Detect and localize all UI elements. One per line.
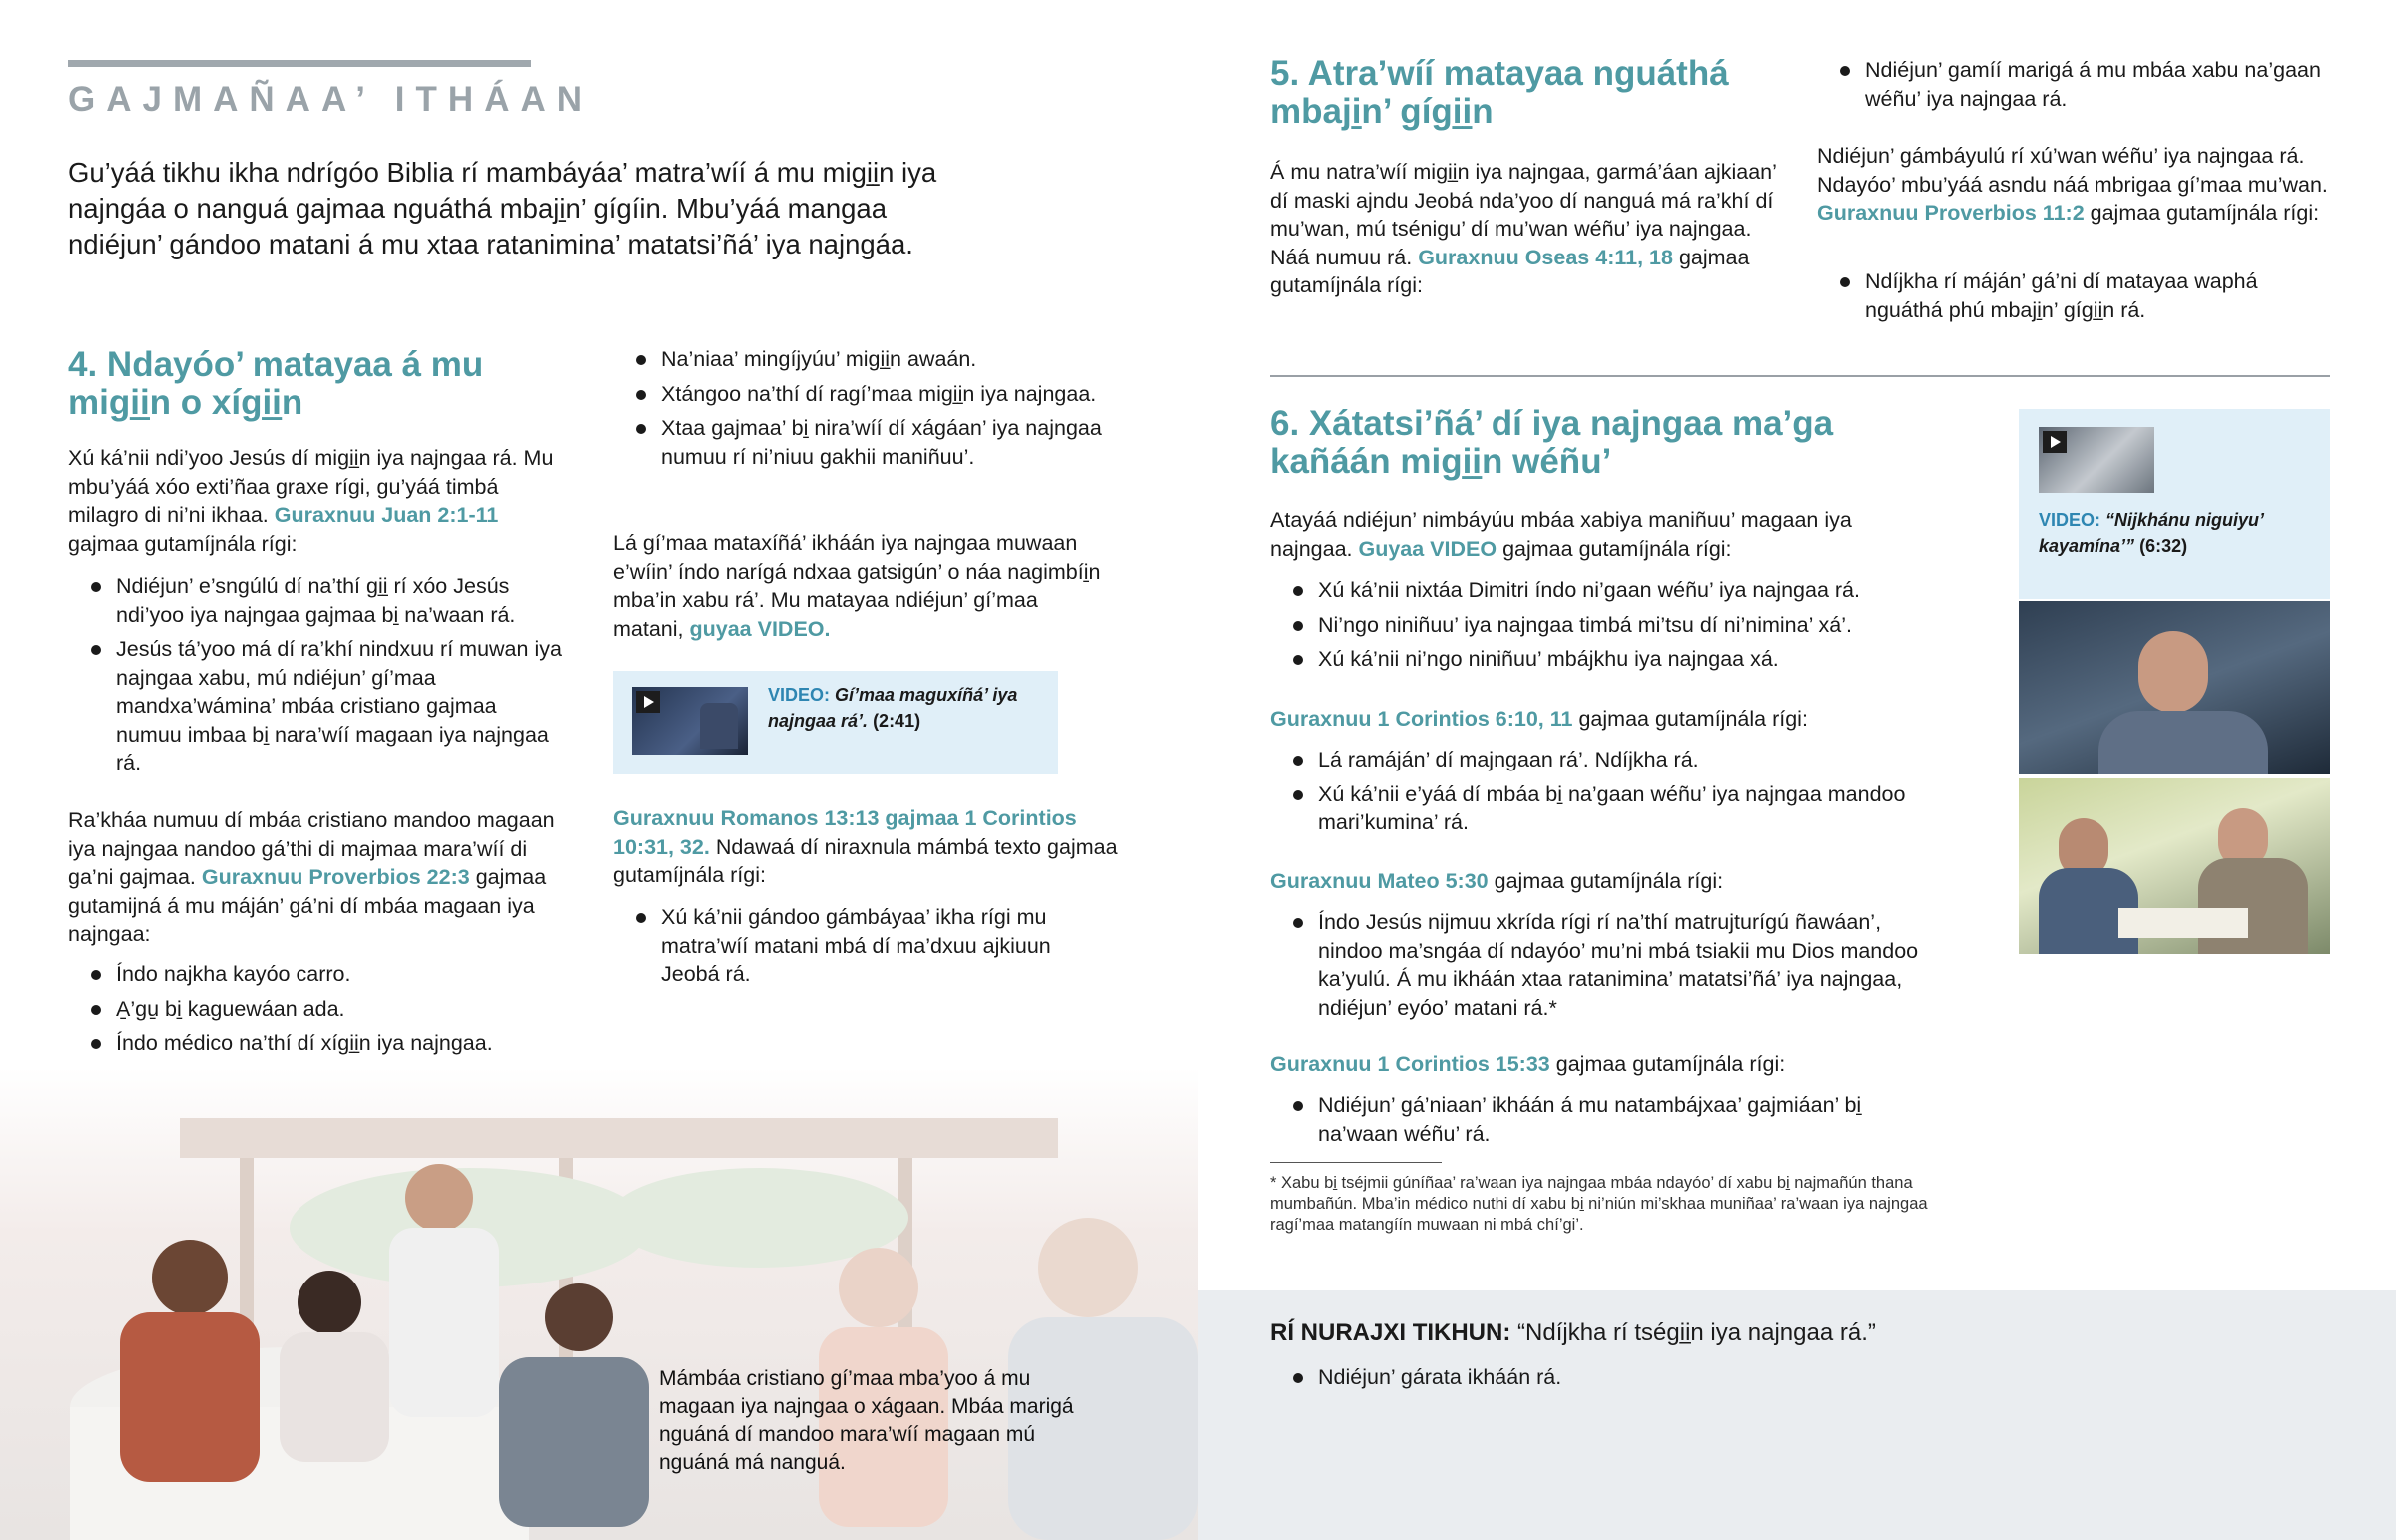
video-link[interactable]: guyaa VIDEO. [689,616,831,641]
list-item: Ndiéjun’ gá’niaan’ ikháán á mu natambájxaa’ gajmiáan’ bi̱ na’waan wéñu’ rá. [1270,1091,1939,1148]
scripture-link[interactable]: Guraxnuu Mateo 5:30 [1270,869,1489,893]
list-item: Xtángoo na’thí dí ragí’maa migi̱i̱n iya najngaa. [613,380,1102,409]
section-4-list-1 [68,572,567,783]
footnote: * Xabu bi̱ tséjmii gúníñaa’ ra’waan iya najngaa mbáa ndayóo’ dí xabu bi̱ najmañún thana mumbañún. Mba’in médico nuthi dí xabu bi̱ ni’niún mi’skhaa muniñaa’ ra’waan iya najngaa ragí’maa matangíín muwaan ni mbá chí’gi’. [1270,1174,1928,1234]
summary-line [1270,1319,2268,1348]
play-icon [2043,431,2067,453]
section-4-heading: 4. Ndayóo’ matayaa á mu migi̱i̱n o xígi̱i̱n [68,345,484,422]
video-link[interactable]: Guyaa VIDEO [1358,536,1498,561]
section-4-paragraph-4: Guraxnuu Romanos 13:13 gajmaa 1 Corintios 10:31, 32. Ndawaá dí niraxnula mámbá texto gajmaa gutamíjnála rígi: [613,806,1118,887]
scripture-link[interactable]: Guraxnuu Proverbios 11:2 [1817,201,2085,225]
shoulders-shape [2098,711,2268,774]
scripture-link[interactable]: Guraxnuu Proverbios 22:3 [201,865,470,889]
section-6-ref-2: Guraxnuu 1 Corintios 6:10, 11 gajmaa gutamíjnála rígi: [1270,707,1808,731]
play-icon [636,691,660,713]
section-4-list-2 [68,960,567,1064]
list-item: Xú ká’nii nixtáa Dimitri índo ni’gaan wéñu’ iya najngaa rá. [1270,576,1959,605]
video-thumbnail[interactable] [2039,427,2154,493]
scripture-link[interactable]: Guraxnuu Oseas 4:11, 18 [1418,245,1673,269]
section-5-paragraph-1: Á mu natra’wíí migi̱i̱n iya najngaa, garmá’áan ajkiaan’ dí maski ajndu Jeobá nda’yoo dí nanguá má ra’khí dí mu’wan, mú tsénigu’ dí mu’wan wéñu’ iya najngaa. Náá numuu rá. Guraxnuu Oseas 4:11, 18 gajmaa gutamíjnála rígi: [1270,160,1777,297]
section-6-list-1 [1270,576,1959,680]
intro-rule [68,60,531,67]
list-item: Xú ká’nii gándoo gámbáyaa’ ikha rígi mu matra’wíí matani mbá dí ma’dxuu ajkiuun Jeobá rá. [613,903,1102,989]
video-caption: VIDEO: “Nijkhánu niguiyu’ kayamína’” (6:32) [2039,510,2264,556]
list-item: Na’niaa’ mingíjyúu’ migi̱i̱n awaán. [613,345,1102,374]
list-item: Índo médico na’thí dí xígi̱i̱n iya najngaa. [68,1029,567,1058]
scripture-link[interactable]: Guraxnuu 1 Corintios 15:33 [1270,1052,1550,1076]
intro-text: Gu’yáá tikhu ikha ndrígóo Biblia rí mambáyáa’ matra’wíí á mu migi̱i̱n iya najngáa o nanguá gajmaa nguáthá mbaji̱n’ gígíin. Mbu’yáá mangaa ndiéjun’ gándoo matani á mu xtaa ratanimina’ matatsi’ñá’ iya najngáa. [68,157,937,259]
section-6-ref-4: Guraxnuu 1 Corintios 15:33 gajmaa gutamíjnála rígi: [1270,1052,1786,1076]
illustration-caption: Mámbáa cristiano gí’maa mba’yoo á mu magaan iya najngaa o xágaan. Mbáa marigá nguáná dí mandoo mara’wíí magaan mú nguáná má nanguá. [659,1367,1074,1474]
section-5-heading: 5. Atra’wíí matayaa nguáthá mbaji̱n’ gígi̱i̱n [1270,54,1729,131]
footnote-rule [1270,1162,1442,1163]
summary-list [1270,1363,2168,1398]
summary-label: RÍ NURAJXI TIKHUN: [1270,1319,1511,1346]
list-item: Xtaa gajmaa’ bi̱ nira’wíí dí xágáan’ iya najngaa numuu rí ni’niuu gakhii maniñuu’. [613,414,1102,471]
scripture-link[interactable]: Guraxnuu 1 Corintios 6:10, 11 [1270,707,1573,731]
section-6-list-2 [1270,746,1939,843]
section-6-heading: 6. Xátatsi’ñá’ dí iya najngaa ma’ga kañáán migi̱i̱n wéñu’ [1270,404,1834,481]
section-4-paragraph-2: Ra’kháa numuu dí mbáa cristiano mandoo magaan iya najngaa nandoo gá’thi di majmaa mara’wíí di ga’ni gajmaa. Guraxnuu Proverbios 22:3 gajmaa gutamijná á mu máján’ gá’ni dí mbáa magaan iya najngaa: [68,808,555,946]
section-6-list-3 [1270,908,1939,1028]
face-shape [2138,631,2208,713]
list-item: Ni’ngo niniñuu’ iya najngaa timbá mi’tsu dí ni’nimina’ xá’. [1270,611,1959,640]
list-item: Xú ká’nii e’yáá dí mbáa bi̱ na’gaan wéñu’ iya najngaa mandoo mari’kumina’ rá. [1270,780,1939,837]
section-4-paragraph-1: Xú ká’nii ndi’yoo Jesús dí migi̱i̱n iya najngaa rá. Mu mbu’yáá xóo exti’ñaa graxe rígi, gu’yáá timbá milagro di ni’ni ikhaa. Guraxnuu Juan 2:1-11 gajmaa gutamíjnála rígi: [68,446,554,556]
video-still-man [2019,601,2330,774]
intro-title: GAJMAÑAA’ ITHÁAN [68,80,594,119]
list-item: A̱’gu̱ bi̱ kaguewáan ada. [68,995,567,1024]
video-still-family [2019,778,2330,954]
section-6-list-4 [1270,1091,1939,1154]
summary-quote: “Ndíjkha rí tségi̱i̱n iya najngaa rá.” [1517,1319,1876,1346]
section-4-paragraph-3: Lá gí’maa mataxíñá’ ikháán iya najngaa muwaan e’wíin’ índo narígá ndxaa gatsigún’ o náa nagimbíi̱n mba’in xabu rá’. Mu matayaa ndiéjun’ gí’maa matani, guyaa VIDEO. [613,531,1101,641]
list-item: Ndíjkha rí máján’ gá’ni dí matayaa waphá nguáthá phú mbaji̱n’ gígi̱i̱n rá. [1817,267,2336,324]
section-5-paragraph-2: Ndiéjun’ gámbáyulú rí xú’wan wéñu’ iya najngaa rá. Ndayóo’ mbu’yáá asndu náá mbrigaa gí’maa mu’wan. Guraxnuu Proverbios 11:2 gajmaa gutamíjnála rígi: [1817,144,2328,225]
section-6-ref-3: Guraxnuu Mateo 5:30 gajmaa gutamíjnála rígi: [1270,869,1724,893]
section-5-list-1 [1817,56,2336,119]
section-6-paragraph-1: Atayáá ndiéjun’ nimbáyúu mbáa xabiya maniñuu’ magaan iya najngaa. Guyaa VIDEO gajmaa gutamíjnála rígi: [1270,508,1852,561]
person-2-body [2198,858,2308,954]
list-item: Índo najkha kayóo carro. [68,960,567,989]
scripture-link[interactable]: Guraxnuu Juan 2:1-11 [274,503,499,527]
list-item: Índo Jesús nijmuu xkrída rígi rí na’thí matrujturígú ñawáan’, nindoo ma’sngáa dí ndayóo’ mu’ni mbá tsiakii mu Dios mandoo ka’yulú. Á mu ikháán xtaa ratanimina’ matatsi’ñá’ iya najngaa, ndiéjun’ eyóo’ matani rá.* [1270,908,1939,1022]
list-item: Lá ramáján’ dí majngaan rá’. Ndíjkha rá. [1270,746,1939,774]
list-item: Xú ká’nii ni’ngo niniñuu’ mbájkhu iya najngaa xá. [1270,645,1959,674]
scripture-link[interactable]: Guraxnuu Romanos 13:13 gajmaa 1 Corintios 10:31, 32. [613,806,1077,859]
section-divider [1270,375,2330,377]
section-5-list-2 [1817,267,2336,330]
list-item: Ndiéjun’ gamíí marigá á mu mbáa xabu na’gaan wéñu’ iya najngaa rá. [1817,56,2336,113]
video-caption: VIDEO: Gí’maa maguxíñá’ iya najngaa rá’. (2:41) [768,685,1018,731]
video-thumbnail[interactable] [632,687,748,755]
section-4-list-3 [613,345,1102,477]
list-item: Jesús tá’yoo má dí ra’khí nindxuu rí muwan iya najngaa xabu, mú ndiéjun’ gí’maa mandxa’wámina’ mbáa cristiano gajmaa numuu imbaa bi̱ nara’wíí magaan iya najngaa rá. [68,635,567,777]
papers-shape [2118,908,2248,938]
list-item: Ndiéjun’ gárata ikháán rá. [1270,1363,2168,1392]
list-item: Ndiéjun’ e’sngúlú dí na’thí gi̱i̱ rí xóo Jesús ndi’yoo iya najngaa gajmaa bi̱ na’waan rá. [68,572,567,629]
section-4-list-4 [613,903,1102,995]
presenter-figure [700,703,738,749]
